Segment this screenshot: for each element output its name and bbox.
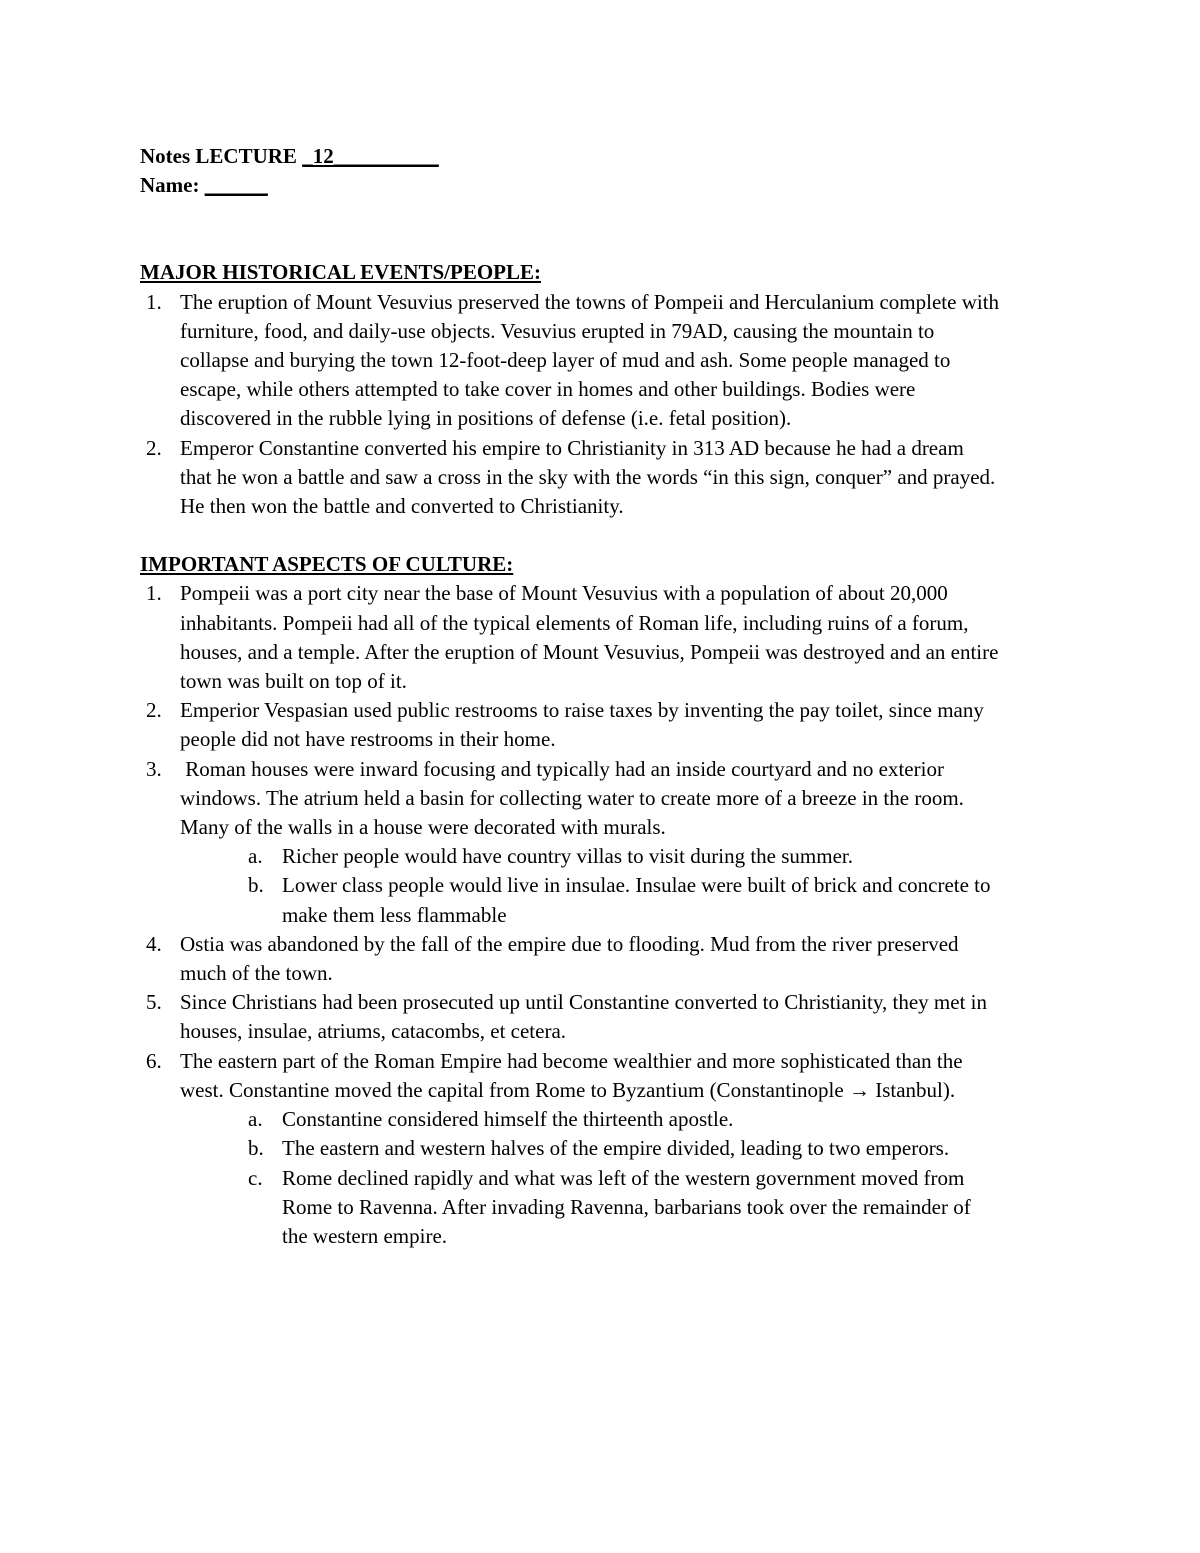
lecture-number: _12__________ (302, 144, 439, 168)
list-item (140, 288, 1000, 434)
subitem-text: Rome declined rapidly and what was left of the western government moved from Rome to Ravenna. After invading Ravenna, barbarians took over the remainder of the western empire. (282, 1165, 971, 1248)
subitem-text: The eastern and western halves of the empire divided, leading to two emperors. (282, 1136, 950, 1161)
subitem-letter: a. (248, 844, 263, 869)
list-item (140, 1047, 1000, 1105)
header-spacer (140, 200, 1000, 258)
subitem-letter: a. (248, 1107, 263, 1132)
item-number: 1. (146, 581, 162, 606)
item-text: Pompeii was a port city near the base of Mount Vesuvius with a population of about 20,000 inhabitants. Pompeii had all of the typical elements of Roman life, including ruins of a forum, houses, and a temple. After the eruption of Mount Vesuvius, Pompeii was destroyed and an entire town was built on top of it. (180, 581, 999, 694)
subitem-text: Lower class people would live in insulae. Insulae were built of brick and concrete to make them less flammable (282, 873, 991, 927)
subitem-text: Richer people would have country villas to visit during the summer. (282, 844, 853, 869)
item-text: The eruption of Mount Vesuvius preserved the towns of Pompeii and Herculanium complete with furniture, food, and daily-use objects. Vesuvius erupted in 79AD, causing the mountain to collapse and burying the town 12-foot-deep layer of mud and ash. Some people managed to escape, while others attempted to take cover in homes and other buildings. Bodies were discovered in the rubble lying in positions of defense (i.e. fetal position). (180, 289, 1000, 431)
sublist-item (140, 871, 1000, 929)
list-item (140, 988, 1000, 1046)
sublist-item (140, 1134, 1000, 1163)
name-blank: ______ (204, 173, 268, 198)
item-text: Roman houses were inward focusing and typically had an inside courtyard and no exterior windows. The atrium held a basin for collecting water to create more of a breeze in the room. Many of the walls in a house were decorated with murals. (180, 756, 970, 840)
culture-list (140, 579, 1000, 842)
section-heading-culture: IMPORTANT ASPECTS OF CULTURE: (140, 552, 514, 577)
list-item (140, 696, 1000, 754)
item-number: 2. (146, 698, 162, 723)
culture-list-continued (140, 930, 1000, 1105)
name-label: Name: (140, 173, 205, 198)
list-item (140, 755, 1000, 843)
item-text: Emperior Vespasian used public restrooms to raise taxes by inventing the pay toilet, since many people did not have restrooms in their home. (180, 698, 984, 752)
subitem-letter: b. (248, 873, 264, 898)
item-number: 5. (146, 990, 162, 1015)
item-number: 4. (146, 931, 162, 956)
sublist-item (140, 842, 1000, 871)
list-item (140, 579, 1000, 696)
item-number: 2. (146, 435, 162, 460)
subitem-letter: b. (248, 1136, 264, 1161)
item-text: Since Christians had been prosecuted up until Constantine converted to Christianity, they met in houses, insulae, atriums, catacombs, et cetera. (180, 990, 987, 1044)
sublist-item (140, 1105, 1000, 1134)
sublist-item (140, 1164, 1000, 1252)
major-events-list (140, 288, 1000, 522)
list-item (140, 930, 1000, 988)
item-text: The eastern part of the Roman Empire had become wealthier and more sophisticated than the west. Constantine moved the capital from Rome to Byzantium (Constantinople → Istanbul). (180, 1048, 963, 1102)
lecture-title-prefix: Notes LECTURE (140, 144, 303, 168)
lecture-title (140, 142, 1000, 171)
list-item (140, 434, 1000, 522)
item-number: 3. (146, 756, 162, 781)
subitem-letter: c. (248, 1165, 263, 1190)
item-text: Emperor Constantine converted his empire to Christianity in 313 AD because he had a dream that he won a battle and saw a cross in the sky with the words “in this sign, conquer” and prayed. He then won the battle and converted to Christianity. (180, 435, 996, 519)
item-number: 1. (146, 289, 162, 314)
item-text: Ostia was abandoned by the fall of the empire due to flooding. Mud from the river preserved much of the town. (180, 931, 959, 986)
item-number: 6. (146, 1048, 162, 1073)
culture-sublist-houses (140, 842, 1000, 930)
section-spacer (140, 521, 1000, 550)
culture-sublist-capital (140, 1105, 1000, 1251)
document-body (140, 142, 1000, 1251)
section-heading-major-events: MAJOR HISTORICAL EVENTS/PEOPLE: (140, 260, 542, 285)
subitem-text: Constantine considered himself the thirteenth apostle. (282, 1107, 734, 1132)
name-line (140, 171, 1000, 200)
